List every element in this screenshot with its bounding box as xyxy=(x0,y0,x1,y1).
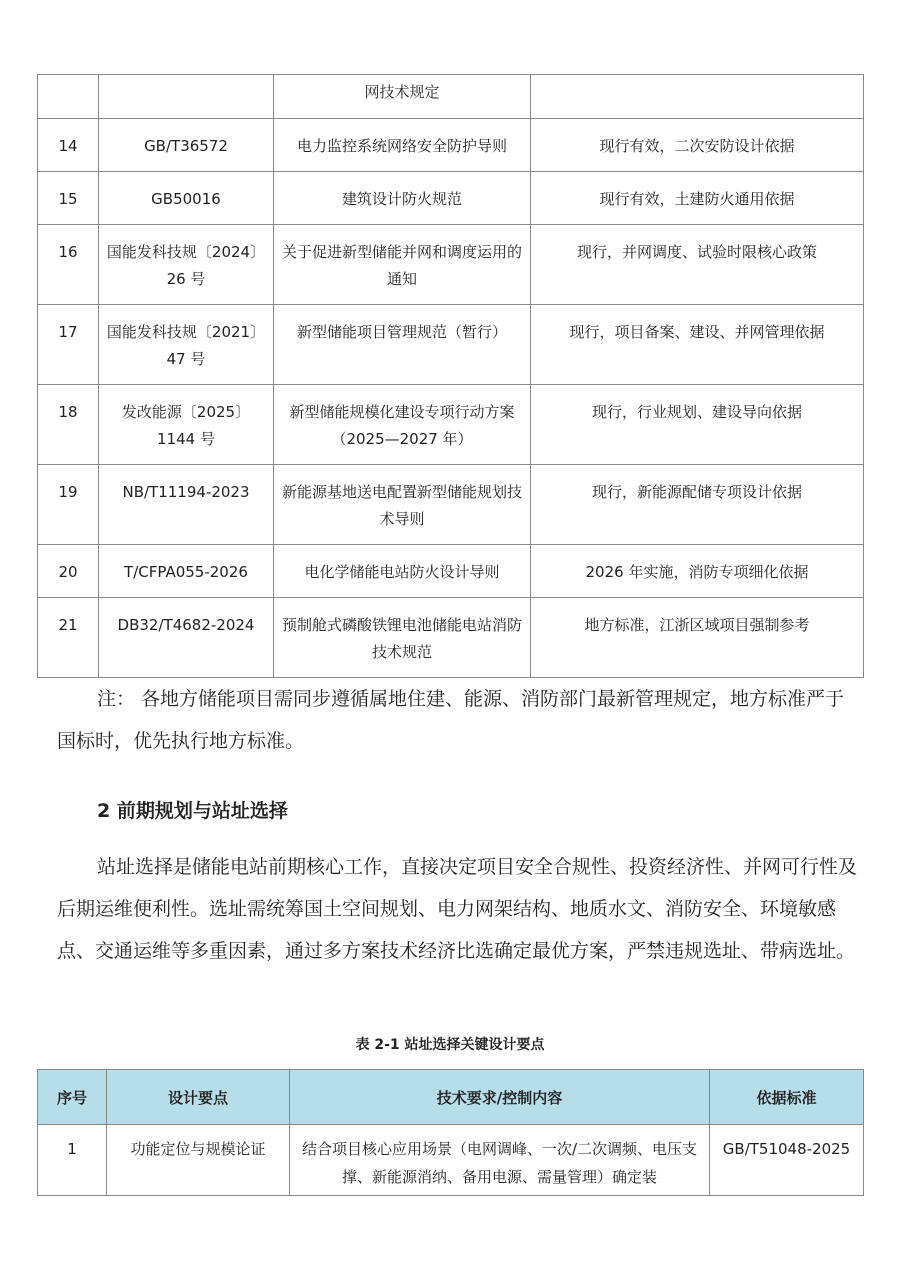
cell-note xyxy=(531,75,864,119)
cell-name: 网技术规定 xyxy=(274,75,531,119)
cell-note: 2026 年实施，消防专项细化依据 xyxy=(531,545,864,598)
cell-note: 现行，并网调度、试验时限核心政策 xyxy=(531,225,864,305)
table-row xyxy=(38,545,864,598)
cell-point: 功能定位与规模论证 xyxy=(107,1125,290,1196)
header-req: 技术要求/控制内容 xyxy=(290,1070,710,1125)
table-row xyxy=(38,598,864,678)
cell-std: GB/T51048-2025 xyxy=(710,1125,864,1196)
cell-num: 20 xyxy=(38,545,99,598)
cell-num: 16 xyxy=(38,225,99,305)
table-row xyxy=(38,465,864,545)
section-text: 站址选择是储能电站前期核心工作，直接决定项目安全合规性、投资经济性、并网可行性及后期运维便利性。选址需统筹国土空间规划、电力网架结构、地质水文、消防安全、环境敏感点、交通运维等多重因素，通过多方案技术经济比选确定最优方案，严禁违规选址、带病选址。 xyxy=(57,856,858,962)
cell-name: 预制舱式磷酸铁锂电池储能电站消防技术规范 xyxy=(274,598,531,678)
table-row xyxy=(38,75,864,119)
cell-num: 21 xyxy=(38,598,99,678)
note-paragraph xyxy=(57,678,857,762)
cell-num: 15 xyxy=(38,172,99,225)
standards-table xyxy=(37,74,864,678)
cell-code: GB/T36572 xyxy=(99,119,274,172)
cell-name: 电力监控系统网络安全防护导则 xyxy=(274,119,531,172)
section-paragraph xyxy=(57,846,857,972)
cell-note: 地方标准，江浙区域项目强制参考 xyxy=(531,598,864,678)
table-caption: 表 2-1 站址选择关键设计要点 xyxy=(355,1037,545,1053)
table-row xyxy=(38,1125,864,1196)
cell-name: 关于促进新型储能并网和调度运用的通知 xyxy=(274,225,531,305)
cell-code: GB50016 xyxy=(99,172,274,225)
cell-note: 现行，项目备案、建设、并网管理依据 xyxy=(531,305,864,385)
cell-note: 现行，新能源配储专项设计依据 xyxy=(531,465,864,545)
cell-code: DB32/T4682-2024 xyxy=(99,598,274,678)
header-num: 序号 xyxy=(38,1070,107,1125)
cell-code: T/CFPA055-2026 xyxy=(99,545,274,598)
table-row xyxy=(38,119,864,172)
cell-name: 新型储能规模化建设专项行动方案（2025—2027 年） xyxy=(274,385,531,465)
cell-req: 结合项目核心应用场景（电网调峰、一次/二次调频、电压支撑、新能源消纳、备用电源、需量管理）确定装 xyxy=(290,1125,710,1196)
section-heading: 2 前期规划与站址选择 xyxy=(97,800,288,822)
cell-code: NB/T11194-2023 xyxy=(99,465,274,545)
cell-num: 19 xyxy=(38,465,99,545)
cell-code: 国能发科技规〔2021〕47 号 xyxy=(99,305,274,385)
header-std: 依据标准 xyxy=(710,1070,864,1125)
cell-note: 现行有效，二次安防设计依据 xyxy=(531,119,864,172)
cell-code: 国能发科技规〔2024〕26 号 xyxy=(99,225,274,305)
cell-code xyxy=(99,75,274,119)
table-row xyxy=(38,225,864,305)
table-row xyxy=(38,172,864,225)
cell-name: 电化学储能电站防火设计导则 xyxy=(274,545,531,598)
cell-note: 现行，行业规划、建设导向依据 xyxy=(531,385,864,465)
cell-num: 1 xyxy=(38,1125,107,1196)
note-text: 注： 各地方储能项目需同步遵循属地住建、能源、消防部门最新管理规定，地方标准严于国标时，优先执行地方标准。 xyxy=(57,688,845,752)
table-row xyxy=(38,305,864,385)
site-selection-table xyxy=(37,1069,864,1196)
cell-num: 14 xyxy=(38,119,99,172)
cell-code: 发改能源〔2025〕1144 号 xyxy=(99,385,274,465)
cell-num: 18 xyxy=(38,385,99,465)
cell-name: 建筑设计防火规范 xyxy=(274,172,531,225)
cell-num xyxy=(38,75,99,119)
cell-num: 17 xyxy=(38,305,99,385)
table-row xyxy=(38,385,864,465)
cell-name: 新能源基地送电配置新型储能规划技术导则 xyxy=(274,465,531,545)
header-point: 设计要点 xyxy=(107,1070,290,1125)
cell-name: 新型储能项目管理规范（暂行） xyxy=(274,305,531,385)
cell-note: 现行有效，土建防火通用依据 xyxy=(531,172,864,225)
